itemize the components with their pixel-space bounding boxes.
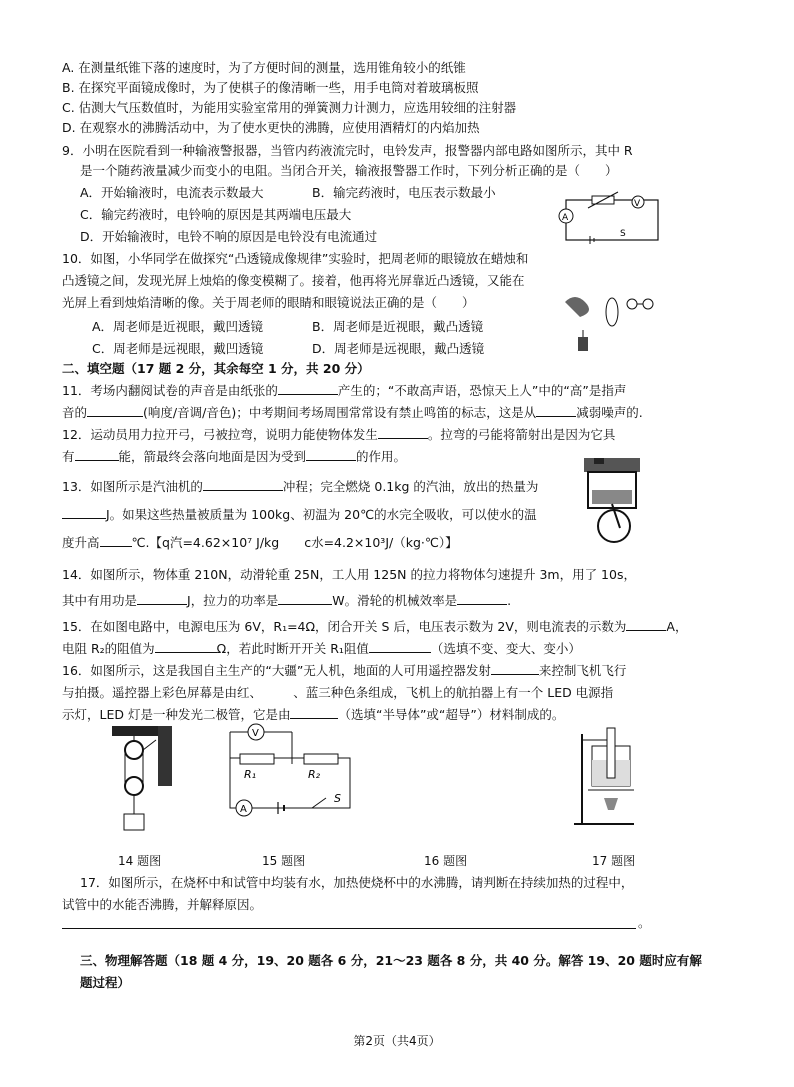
q13-text-1a: 13．如图所示是汽油机的	[62, 479, 203, 494]
q15-blank-2[interactable]	[155, 640, 217, 653]
q11-blank-1[interactable]	[278, 382, 338, 395]
q17-answer-line[interactable]	[62, 928, 636, 929]
q9-switch-label: S	[620, 229, 626, 239]
q12-text-2a: 有	[62, 449, 75, 464]
q11-text-2c: 减弱噪声的.	[576, 405, 643, 420]
q13-text-3b: ℃.【q汽=4.62×10⁷ J/kg c水=4.2×10³J/（kg·℃）】	[131, 535, 458, 550]
q12-text-2c: 的作用。	[356, 449, 407, 464]
q11-blank-3[interactable]	[536, 404, 576, 417]
q15-ammeter-label: A	[240, 804, 247, 815]
q11-text-2b: (响度/音调/音色)；中考期间考场周围常常设有禁止鸣笛的标志，这是从	[143, 405, 537, 420]
q13-text-3a: 度升高	[62, 535, 100, 550]
q13-line-1	[62, 478, 538, 496]
q10-option-d: D．周老师是远视眼，戴凸透镜	[312, 341, 485, 356]
q12-blank-2[interactable]	[75, 448, 119, 461]
q14-blank-2[interactable]	[278, 592, 332, 605]
q13-blank-3[interactable]	[100, 534, 132, 547]
q15-text-1a: 15．在如图电路中，电源电压为 6V，R₁=4Ω，闭合开关 S 后，电压表示数为 2V，则电流表的示数为	[62, 619, 627, 634]
q10-option-b: B．周老师是近视眼，戴凸透镜	[312, 319, 484, 334]
q13-text-1b: 冲程；完全燃烧 0.1kg 的汽油，放出的热量为	[282, 479, 539, 494]
q16-blank-3[interactable]	[290, 706, 338, 719]
option-d: D. 在观察水的沸腾活动中，为了使水更快的沸腾，应使用酒精灯的内焰加热	[62, 120, 480, 135]
q11-line-2	[62, 404, 643, 422]
q10-option-a: A．周老师是近视眼，戴凹透镜	[92, 319, 264, 334]
q13-text-2a: J。如果这些热量被质量为 100kg、初温为 20℃的水完全吸收，可以使水的温	[106, 507, 537, 522]
fig-caption-14: 14 题图	[118, 854, 162, 868]
q17-line-2: 试管中的水能否沸腾，并解释原因。	[62, 897, 263, 912]
q15-blank-1[interactable]	[626, 618, 666, 631]
q9-stem-1: 9．小明在医院看到一种输液警报器，当管内药液流完时，电铃发声，报警器内部电路如图所示，其中 R	[62, 143, 633, 158]
q12-line-1	[62, 426, 615, 444]
q12-text-1a: 12．运动员用力拉开弓，弓被拉弯，说明力能使物体发生	[62, 427, 378, 442]
q11-text-2a: 音的	[62, 405, 88, 420]
q14-blank-3[interactable]	[457, 592, 507, 605]
q15-line-2	[62, 640, 581, 658]
q9-option-c: C．输完药液时，电铃响的原因是其两端电压最大	[80, 207, 352, 222]
q16-line-1	[62, 662, 626, 680]
fig-caption-15: 15 题图	[262, 854, 306, 868]
q15-circuit-figure	[222, 722, 362, 814]
q15-text-2a: 电阻 R₂的阻值为	[62, 641, 155, 656]
fig-caption-17: 17 题图	[592, 854, 636, 868]
q16-line-2: 与拍摄。遥控器上彩色屏幕是由红、 、蓝三种色条组成，飞机上的航拍器上有一个 LED 电源指	[62, 685, 614, 700]
q15-switch-label: S	[334, 792, 341, 805]
q14-line-2	[62, 592, 511, 610]
section-3-title-2: 题过程）	[80, 975, 131, 990]
option-b: B. 在探究平面镜成像时，为了使棋子的像清晰一些，用手电筒对着玻璃板照	[62, 80, 479, 95]
q14-blank-1[interactable]	[137, 592, 187, 605]
q9-voltmeter-label: V	[634, 199, 641, 209]
q13-line-2	[62, 506, 537, 524]
q16-blank-1[interactable]	[491, 662, 539, 675]
option-a: A. 在测量纸锥下落的速度时，为了方便时间的测量，选用锥角较小的纸锥	[62, 60, 466, 75]
q15-text-1b: A，	[666, 619, 688, 634]
q14-pulley-figure	[112, 726, 182, 838]
q12-line-2	[62, 448, 406, 466]
q10-stem-1: 10．如图，小华同学在做探究“凸透镜成像规律”实验时，把周老师的眼镜放在蜡烛和	[62, 251, 529, 266]
q12-text-1b: 。拉弯的弓能将箭射出是因为它具	[427, 427, 616, 442]
fig-caption-16: 16 题图	[424, 854, 468, 868]
option-c: C. 估测大气压数值时，为能用实验室常用的弹簧测力计测力，应选用较细的注射器	[62, 100, 517, 115]
q11-blank-2[interactable]	[87, 404, 143, 417]
q15-r2-label: R₂	[308, 768, 321, 781]
q9-ammeter-label: A	[562, 213, 569, 223]
q13-blank-1[interactable]	[203, 478, 283, 491]
q16-text-1b: 来控制飞机飞行	[538, 663, 627, 678]
q12-blank-3[interactable]	[306, 448, 356, 461]
q9-option-b: B．输完药液时，电压表示数最小	[312, 185, 496, 200]
q12-blank-1[interactable]	[378, 426, 428, 439]
section-2-title: 二、填空题（17 题 2 分，其余每空 1 分，共 20 分）	[62, 361, 370, 376]
q16-text-3a: 示灯，LED 灯是一种发光二极管，它是由	[62, 707, 291, 722]
q11-text-1a: 11．考场内翻阅试卷的声音是由纸张的	[62, 383, 278, 398]
q15-voltmeter-label: V	[252, 728, 259, 739]
q10-option-c: C．周老师是远视眼，戴凹透镜	[92, 341, 264, 356]
q14-text-2a: 其中有用功是	[62, 593, 138, 608]
q10-stem-3: 光屏上看到烛焰清晰的像。关于周老师的眼睛和眼镜说法正确的是（ ）	[62, 295, 475, 310]
q12-text-2b: 能，箭最终会落向地面是因为受到	[118, 449, 307, 464]
q11-line-1	[62, 382, 626, 400]
q14-line-1: 14．如图所示，物体重 210N，动滑轮重 25N，工人用 125N 的拉力将物体匀速提升 3m，用了 10s，	[62, 567, 636, 582]
q17-answer-end: 。	[638, 915, 651, 930]
q13-blank-2[interactable]	[62, 506, 106, 519]
section-3-title-1: 三、物理解答题（18 题 4 分，19、20 题各 6 分，21～23 题各 8 分，共 40 分。解答 19、20 题时应有解	[80, 953, 702, 968]
q13-engine-figure	[574, 456, 654, 544]
q16-text-1a: 16．如图所示，这是我国自主生产的“大疆”无人机，地面的人可用遥控器发射	[62, 663, 491, 678]
q10-lens-figure	[560, 282, 670, 352]
q15-r1-label: R₁	[244, 768, 257, 781]
q16-text-3b: （选填“半导体”或“超导”）材料制成的。	[338, 707, 565, 722]
q14-text-2b: J，拉力的功率是	[187, 593, 279, 608]
q17-line-1: 17．如图所示，在烧杯中和试管中均装有水，加热使烧杯中的水沸腾，请判断在持续加热的过程中，	[80, 875, 634, 890]
q15-text-2c: （选填不变、变大、变小）	[430, 641, 581, 656]
q17-beaker-figure	[574, 724, 644, 834]
q9-stem-2: 是一个随药液量减少而变小的电阻。当闭合开关，输液报警器工作时，下列分析正确的是（ ）	[80, 163, 618, 178]
q9-circuit-figure	[556, 190, 666, 245]
q14-text-2c: W。滑轮的机械效率是	[332, 593, 458, 608]
q10-stem-2: 凸透镜之间，发现光屏上烛焰的像变模糊了。接着，他再将光屏靠近凸透镜，又能在	[62, 273, 525, 288]
q9-option-d: D．开始输液时，电铃不响的原因是电铃没有电流通过	[80, 229, 378, 244]
q15-line-1	[62, 618, 687, 636]
q14-text-2d: .	[507, 593, 512, 608]
q11-text-1b: 产生的；“不敢高声语，恐惊天上人”中的“高”是指声	[337, 383, 627, 398]
q15-text-2b: Ω，若此时断开开关 R₁阻值	[216, 641, 369, 656]
q13-line-3	[62, 534, 458, 552]
q15-blank-3[interactable]	[369, 640, 431, 653]
q9-option-a: A．开始输液时，电流表示数最大	[80, 185, 264, 200]
page-footer: 第2页（共4页）	[353, 1034, 441, 1048]
